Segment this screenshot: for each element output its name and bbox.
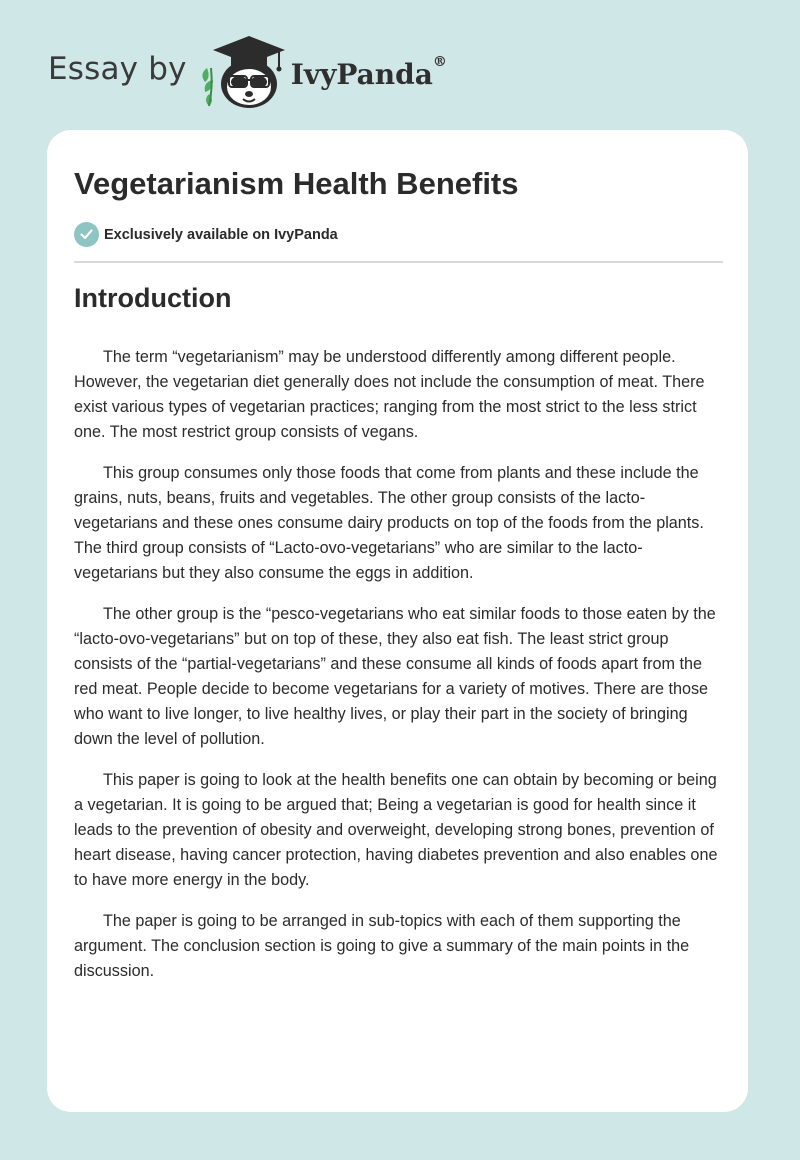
essay-card [47, 130, 748, 1112]
paragraph: The other group is the “pesco-vegetarians who eat similar foods to those eaten by the “lacto-ovo-vegetarians” but on top of these, they also eat fish. The least strict group consists of the “partial-vegetarians” and these consume all kinds of foods apart from the red meat. People decide to become vegetarians for a variety of motives. There are those who want to live longer, to live healthy lives, or play their part in the society of bringing down the level of pollution. [74, 605, 716, 748]
paragraph: This paper is going to look at the health benefits one can obtain by becoming or being a vegetarian. It is going to be argued that; Being a vegetarian is good for health since it leads to the prevention of obesity and overweight, developing strong bones, prevention of heart disease, having cancer protection, having diabetes prevention and also enables one to have more energy in the body. [74, 771, 718, 889]
paragraph: This group consumes only those foods that come from plants and these include the grains, nuts, beans, fruits and vegetables. The other group consists of the lacto-vegetarians and these ones consume dairy products on top of the foods from the plants. The third group consists of “Lacto-ovo-vegetarians” who are similar to the lacto-vegetarians but they also consume the eggs in addition. [74, 464, 704, 582]
divider [74, 261, 723, 263]
page-title: Vegetarianism Health Benefits [74, 166, 519, 201]
brand-header [48, 32, 447, 112]
brand-prefix: Essay by [48, 51, 187, 87]
panda-graduation-cap-logo-icon [199, 32, 287, 112]
section-heading: Introduction [74, 283, 232, 313]
exclusive-badge-text: Exclusively available on IvyPanda [104, 226, 338, 243]
exclusive-badge [74, 222, 338, 247]
paragraph: The term “vegetarianism” may be understood differently among different people. However, the vegetarian diet generally does not include the consumption of meat. There exist various types of vegetarian practices; ranging from the most strict to the less strict one. The most restrict group consists of vegans. [74, 348, 705, 441]
brand-name: IvyPanda® [290, 53, 447, 91]
essay-body [74, 345, 723, 1000]
paragraph: The paper is going to be arranged in sub-topics with each of them supporting the argument. The conclusion section is going to give a summary of the main points in the discussion. [74, 912, 690, 980]
check-icon [74, 222, 99, 247]
registered-mark: ® [432, 53, 447, 70]
